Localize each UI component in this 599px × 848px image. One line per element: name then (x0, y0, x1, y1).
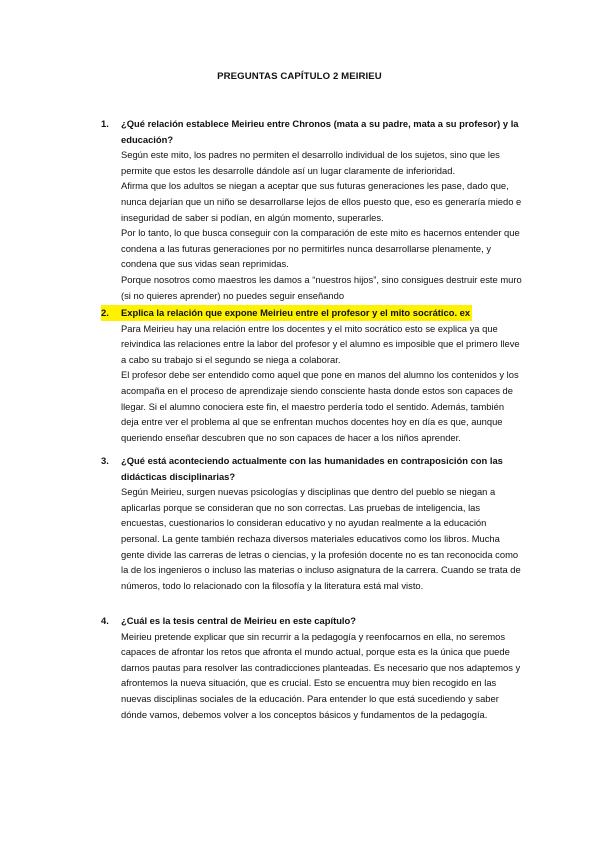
answer (121, 629, 523, 723)
question-2 (103, 305, 523, 445)
question-3 (103, 453, 523, 593)
question-number: 2. (101, 305, 117, 321)
answer-paragraph: Porque nosotros como maestros les damos a “nuestros hijos”, sino consigues destruir este muro (si no quieres aprender) no puedes seguir enseñando (121, 273, 522, 301)
answer (121, 321, 523, 446)
question-text: ¿Qué está aconteciendo actualmente con las humanidades en contraposición con las didácticas disciplinarias? (121, 455, 503, 482)
question-number: 4. (101, 615, 109, 626)
answer-paragraph: Según este mito, los padres no permiten el desarrollo individual de los sujetos, sino que les permite que estos les desarrolle dándole así un lugar claramente de inferioridad. (121, 149, 500, 176)
answer (121, 147, 523, 303)
question-4 (103, 613, 523, 722)
answer (121, 484, 523, 593)
question-number: 1. (101, 118, 109, 129)
answer-paragraph: Meirieu pretende explicar que sin recurrir a la pedagogía y reenfocarnos en ella, no seremos capaces de afrontar los retos que afronta el mundo actual, porque esta es la única que puede darnos pautas para resolver las contradicciones planteadas. Es necesario que nos adaptemos y afrontemos la nueva situación, que es crucial. Esto se encuentra muy bien recogido en las nuevas disciplinas sociales de la educación. Para entender lo que está sucediendo y saber dónde vamos, debemos volver a los conceptos básicos y fundamentos de la pedagogía. (121, 630, 521, 720)
question-1 (103, 116, 523, 303)
answer-paragraph: Según Meirieu, surgen nuevas psicologías y disciplinas que dentro del pueblo se niegan a aplicarlas porque se consideran que no son correctas. Las pruebas de inteligencia, las encuestas, cuestionarios lo consideran educativo y no ayudan realmente a la educación personal. La gente también rechaza diversos materiales educativos como los libros. Mucha gente divide las carreras de letras o ciencias, y la profesión docente no es tan reconocida como la de los ingenieros o incluso las materias o incluso asignatura de la carrera. Cuando se trata de números, todo lo relacionado con la filosofía y la literatura está mal visto. (121, 486, 521, 591)
answer-paragraph: Por lo tanto, lo que busca conseguir con la comparación de este mito es hacernos entender que condena a las futuras generaciones por no permitirles nunca desarrollarse plenamente, y condena que sus vidas sean reprimidas. (121, 227, 520, 270)
answer-paragraph: Para Meirieu hay una relación entre los docentes y el mito socrático esto se explica ya que reivindica las relaciones entre la labor del profesor y el alumno es imposible que el primero lleve a cabo su trabajo si el segundo se niega a colaborar. (121, 322, 520, 365)
question-text-highlighted: Explica la relación que expone Meirieu entre el profesor y el mito socrático. ex (103, 305, 472, 321)
answer-paragraph: Afirma que los adultos se niegan a aceptar que sus futuras generaciones les pase, dado que, nunca dejarían que un niño se desarrollarse lejos de ellos puesto que, eso es generaría miedo e inseguridad de saber si podían, en algún momento, superarles. (121, 180, 522, 223)
page-title: PREGUNTAS CAPÍTULO 2 MEIRIEU (217, 71, 382, 82)
question-text: ¿Cuál es la tesis central de Meirieu en este capítulo? (121, 615, 356, 626)
question-number: 3. (101, 455, 109, 466)
question-text: ¿Qué relación establece Meirieu entre Chronos (mata a su padre, mata a su profesor) y la educación? (121, 118, 519, 145)
answer-paragraph: El profesor debe ser entendido como aquel que pone en manos del alumno los contenidos y los acompaña en el proceso de aprendizaje siendo consciente hasta donde estos son capaces de llegar. Si el alumno conociera este fin, el maestro perdería todo el sentido. Además, también deja entre ver el problema al que se enfrentan muchos docentes hoy en día es que, aunque queriendo enseñar descubren que no son capaces de hacer a los niños aprender. (121, 369, 519, 443)
